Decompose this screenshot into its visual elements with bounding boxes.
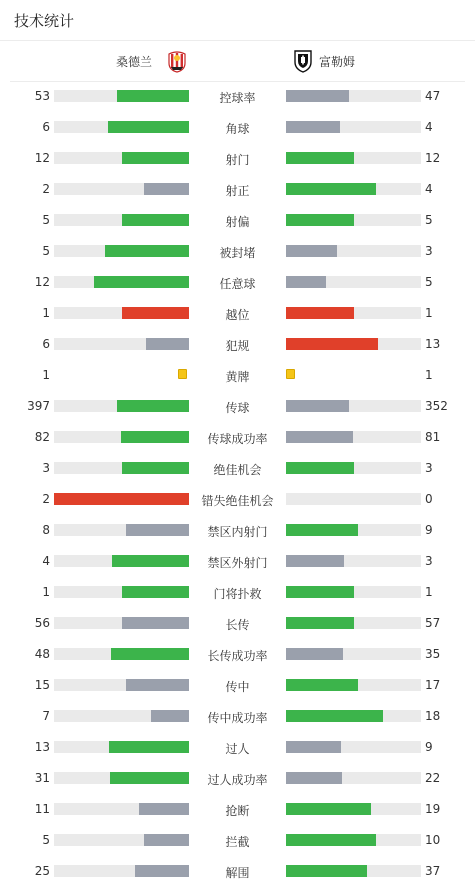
away-stat-value: 81: [425, 430, 441, 444]
stat-row: [0, 205, 475, 236]
stat-row: [0, 856, 475, 887]
home-stat-bar-track: [54, 462, 189, 474]
home-stat-value: 6: [42, 120, 50, 134]
home-stat-bar: [122, 586, 190, 598]
away-stat-value: 10: [425, 833, 441, 847]
away-stat-bar-track: [286, 555, 421, 567]
home-stat-value: 4: [42, 554, 50, 568]
home-stat-bar-track: [54, 276, 189, 288]
stat-label: 被封堵: [219, 246, 256, 260]
home-team-name: 桑德兰: [115, 55, 152, 69]
away-stat-bar: [286, 834, 376, 846]
home-stat-value: 5: [42, 244, 50, 258]
home-stat-value: 397: [27, 399, 50, 413]
home-stat-value: 6: [42, 337, 50, 351]
home-stat-bar: [139, 803, 189, 815]
home-stat-bar: [111, 648, 189, 660]
stat-row: [0, 391, 475, 422]
home-stat-bar-track: [54, 710, 189, 722]
away-stat-bar-track: [286, 617, 421, 629]
away-stat-value: 1: [425, 368, 433, 382]
home-stat-value: 82: [34, 430, 50, 444]
away-stat-bar: [286, 307, 354, 319]
stat-row: [0, 701, 475, 732]
home-stat-bar-track: [54, 90, 189, 102]
away-stat-bar-track: [286, 710, 421, 722]
stat-label: 过人: [225, 742, 250, 756]
home-stat-bar-track: [54, 183, 189, 195]
home-stat-bar-track: [54, 648, 189, 660]
away-stat-bar-track: [286, 772, 421, 784]
away-stat-bar-track: [286, 586, 421, 598]
stat-label: 禁区内射门: [207, 525, 268, 539]
home-stat-bar: [112, 555, 189, 567]
stat-label: 任意球: [219, 277, 256, 291]
away-stat-value: 9: [425, 523, 433, 537]
home-stat-bar-track: [54, 865, 189, 877]
home-stat-bar: [135, 865, 189, 877]
away-stat-bar-track: [286, 276, 421, 288]
away-stat-bar-track: [286, 648, 421, 660]
away-stat-bar-track: [286, 679, 421, 691]
away-stat-bar: [286, 586, 354, 598]
stat-row: [0, 298, 475, 329]
home-stat-bar-track: [54, 493, 189, 505]
away-stat-value: 3: [425, 461, 433, 475]
away-stat-bar: [286, 617, 354, 629]
away-stat-bar: [286, 772, 342, 784]
away-stat-bar: [286, 90, 349, 102]
home-stat-bar: [122, 617, 189, 629]
away-stat-value: 9: [425, 740, 433, 754]
away-stat-bar: [286, 865, 367, 877]
stat-label: 传中: [225, 680, 250, 694]
home-stat-value: 56: [34, 616, 50, 630]
away-stat-bar: [286, 524, 358, 536]
home-stat-value: 1: [42, 306, 50, 320]
home-stat-bar-track: [54, 555, 189, 567]
home-stat-bar: [110, 772, 189, 784]
stat-label: 长传成功率: [207, 649, 268, 663]
away-stat-value: 1: [425, 306, 433, 320]
stat-label: 门将扑救: [213, 587, 262, 601]
home-stat-value: 53: [34, 89, 50, 103]
home-stat-bar-track: [54, 121, 189, 133]
home-stat-bar-track: [54, 772, 189, 784]
stat-label: 传中成功率: [207, 711, 268, 725]
home-stat-bar-track: [54, 679, 189, 691]
away-team-name: 富勒姆: [319, 55, 356, 69]
stat-label: 长传: [225, 618, 250, 632]
home-stat-bar-track: [54, 803, 189, 815]
away-stat-bar-track: [286, 400, 421, 412]
stat-label: 传球成功率: [207, 432, 268, 446]
away-stat-bar-track: [286, 493, 421, 505]
away-stat-bar: [286, 710, 383, 722]
home-stat-value: 13: [34, 740, 50, 754]
home-stat-bar: [117, 90, 189, 102]
home-stat-value: 5: [42, 213, 50, 227]
yellow-card-icon: [178, 369, 187, 379]
stat-row: [0, 732, 475, 763]
home-stat-bar: [144, 183, 189, 195]
away-stat-value: 1: [425, 585, 433, 599]
stat-row: [0, 639, 475, 670]
fulham-crest-icon: [293, 49, 313, 73]
stat-row: [0, 360, 475, 391]
stat-row: [0, 422, 475, 453]
home-stat-bar: [94, 276, 189, 288]
stat-row: [0, 112, 475, 143]
away-stat-bar: [286, 679, 358, 691]
stat-row: [0, 763, 475, 794]
home-stat-bar: [126, 679, 189, 691]
away-stat-value: 12: [425, 151, 441, 165]
home-stat-value: 2: [42, 492, 50, 506]
away-stat-bar: [286, 803, 371, 815]
home-stat-value: 31: [34, 771, 50, 785]
home-stat-bar: [121, 431, 189, 443]
home-stat-value: 1: [42, 585, 50, 599]
stat-row: [0, 794, 475, 825]
stat-label: 过人成功率: [207, 773, 268, 787]
away-stat-bar: [286, 338, 378, 350]
away-stat-bar-track: [286, 524, 421, 536]
home-stat-bar: [151, 710, 189, 722]
away-stat-bar: [286, 152, 354, 164]
page-title: 技术统计: [14, 12, 75, 30]
stat-row: [0, 577, 475, 608]
away-stat-value: 4: [425, 182, 433, 196]
home-stat-value: 12: [34, 275, 50, 289]
stat-row: [0, 81, 475, 112]
stat-row: [0, 174, 475, 205]
home-stat-bar: [54, 493, 189, 505]
away-stat-bar-track: [286, 214, 421, 226]
home-stat-bar: [146, 338, 189, 350]
home-stat-value: 3: [42, 461, 50, 475]
home-stat-bar-track: [54, 617, 189, 629]
stat-label: 拦截: [225, 835, 250, 849]
stat-row: [0, 236, 475, 267]
away-stat-bar-track: [286, 338, 421, 350]
stat-label: 错失绝佳机会: [201, 494, 274, 508]
home-stat-bar-track: [54, 431, 189, 443]
away-stat-bar: [286, 462, 354, 474]
home-stat-bar-track: [54, 214, 189, 226]
away-stat-bar-track: [286, 834, 421, 846]
home-stat-bar: [105, 245, 189, 257]
away-stat-value: 0: [425, 492, 433, 506]
away-stat-bar-track: [286, 462, 421, 474]
away-stat-bar: [286, 276, 326, 288]
away-stat-bar-track: [286, 90, 421, 102]
home-stat-value: 2: [42, 182, 50, 196]
stat-label: 传球: [225, 401, 250, 415]
home-stat-bar-track: [54, 338, 189, 350]
away-stat-bar: [286, 648, 343, 660]
stat-label: 控球率: [219, 91, 256, 105]
stat-label: 解围: [225, 866, 250, 880]
home-stat-bar: [117, 400, 189, 412]
stat-row: [0, 267, 475, 298]
home-stat-value: 7: [42, 709, 50, 723]
stat-label: 抢断: [225, 804, 250, 818]
stat-row: [0, 515, 475, 546]
away-stat-bar-track: [286, 245, 421, 257]
away-stat-bar-track: [286, 741, 421, 753]
home-stat-value: 25: [34, 864, 50, 878]
away-stat-bar-track: [286, 865, 421, 877]
away-stat-bar-track: [286, 803, 421, 815]
away-stat-value: 57: [425, 616, 441, 630]
away-stat-value: 5: [425, 275, 433, 289]
home-stat-bar: [122, 152, 190, 164]
yellow-card-icon: [286, 369, 295, 379]
stat-label: 黄牌: [225, 370, 250, 384]
home-stat-bar: [108, 121, 189, 133]
away-stat-value: 5: [425, 213, 433, 227]
sunderland-crest-icon: [167, 51, 187, 73]
away-stat-value: 4: [425, 120, 433, 134]
stat-row: [0, 608, 475, 639]
stat-label: 射门: [225, 153, 250, 167]
stat-label: 绝佳机会: [213, 463, 262, 477]
home-stat-bar-track: [54, 524, 189, 536]
away-stat-bar: [286, 121, 340, 133]
stat-row: [0, 670, 475, 701]
home-stat-bar-track: [54, 307, 189, 319]
away-stat-bar-track: [286, 183, 421, 195]
away-stat-value: 18: [425, 709, 441, 723]
stat-label: 越位: [225, 308, 250, 322]
away-stat-value: 37: [425, 864, 441, 878]
home-stat-value: 48: [34, 647, 50, 661]
home-stat-bar-track: [54, 586, 189, 598]
away-stat-value: 3: [425, 554, 433, 568]
home-stat-value: 5: [42, 833, 50, 847]
away-stat-bar-track: [286, 121, 421, 133]
stat-label: 角球: [225, 122, 250, 136]
away-stat-value: 22: [425, 771, 441, 785]
teams-header: [10, 41, 465, 82]
home-stat-bar: [144, 834, 189, 846]
away-stat-bar: [286, 214, 354, 226]
home-stat-bar-track: [54, 400, 189, 412]
away-stat-value: 3: [425, 244, 433, 258]
stats-header: [0, 0, 475, 41]
home-stat-bar-track: [54, 741, 189, 753]
home-stat-bar: [126, 524, 189, 536]
away-stat-bar-track: [286, 431, 421, 443]
stat-row: [0, 143, 475, 174]
stat-row: [0, 484, 475, 515]
home-stat-bar-track: [54, 834, 189, 846]
away-stat-bar: [286, 555, 344, 567]
away-stat-bar: [286, 741, 341, 753]
stat-label: 禁区外射门: [207, 556, 268, 570]
stat-row: [0, 453, 475, 484]
away-stat-bar: [286, 400, 349, 412]
stat-label: 犯规: [225, 339, 250, 353]
home-stat-bar: [122, 307, 190, 319]
home-stat-value: 12: [34, 151, 50, 165]
away-stat-value: 17: [425, 678, 441, 692]
home-stat-bar: [122, 462, 190, 474]
away-stat-bar-track: [286, 307, 421, 319]
home-stat-bar: [109, 741, 189, 753]
stats-list: [0, 81, 475, 887]
away-stat-value: 47: [425, 89, 441, 103]
away-stat-value: 13: [425, 337, 441, 351]
home-stat-value: 15: [34, 678, 50, 692]
home-stat-bar: [122, 214, 190, 226]
home-stat-bar-track: [54, 245, 189, 257]
away-stat-value: 35: [425, 647, 441, 661]
home-stat-value: 8: [42, 523, 50, 537]
away-stat-value: 352: [425, 399, 448, 413]
away-stat-bar: [286, 431, 353, 443]
stat-label: 射偏: [225, 215, 250, 229]
away-stat-value: 19: [425, 802, 441, 816]
home-stat-bar-track: [54, 152, 189, 164]
away-stat-bar-track: [286, 152, 421, 164]
away-stat-bar: [286, 245, 337, 257]
away-stat-bar: [286, 183, 376, 195]
stat-row: [0, 546, 475, 577]
home-stat-value: 11: [34, 802, 50, 816]
stat-row: [0, 825, 475, 856]
home-stat-value: 1: [42, 368, 50, 382]
stat-label: 射正: [225, 184, 250, 198]
stat-row: [0, 329, 475, 360]
